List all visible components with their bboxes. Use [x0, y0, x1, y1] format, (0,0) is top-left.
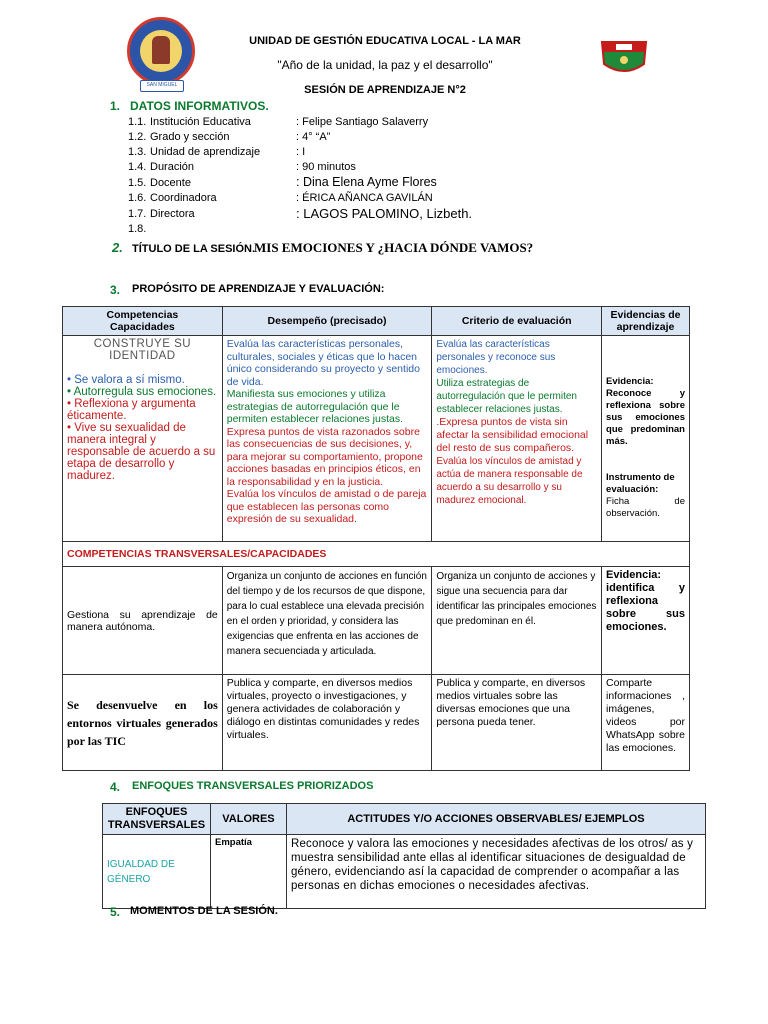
header-capacidades: Capacidades	[109, 321, 175, 333]
criterio-cell: Organiza un conjunto de acciones y sigue una secuencia para dar identificar las principales emociones que predominan en él.	[432, 567, 602, 675]
datos-value: : I	[296, 146, 306, 158]
competency-cell: Se desenvuelve en los entornos virtuales generados por las TIC	[63, 675, 223, 771]
section2-number: 2.	[112, 240, 123, 255]
table-row	[63, 675, 690, 771]
criterio-item: .Expresa puntos de vista sin afectar la sensibilidad emocional del resto de sus compañeros.	[436, 416, 589, 454]
enfoque-cell: IGUALDAD DE GÉNERO	[103, 835, 211, 909]
actitud-cell: Reconoce y valora las emociones y necesidades afectivas de los otros/ as y muestra sensibilidad ante ellas al identificar situaciones de desigualdad de género, evidenciando así la capacidad de comprender o acompañar a las personas en dichas emociones o necesidades afectivas.	[286, 835, 705, 909]
desempeno-cell: Publica y comparte, en diversos medios virtuales, proyecto o investigaciones, y genera actividades de colaboración y diálogo en distintas comunidades y redes virtuales.	[222, 675, 432, 771]
motto-close: "	[488, 58, 493, 72]
desempeno-cell	[222, 336, 432, 542]
competency-cell: Gestiona su aprendizaje de manera autónoma.	[63, 567, 223, 675]
capacity: • Se valora a sí mismo.	[67, 374, 185, 386]
section1-title: DATOS INFORMATIVOS.	[130, 99, 269, 113]
criterio-item: Evalúa los vínculos de amistad y actúa de manera responsable de acuerdo a su desarrollo y su madurez emocional.	[436, 456, 583, 506]
datos-n: 1.1.	[128, 116, 147, 128]
section1-number: 1.	[110, 99, 121, 113]
capacity: • Autorregula sus emociones.	[67, 386, 217, 398]
table-row	[103, 835, 706, 909]
criterio-cell	[432, 336, 602, 542]
session-title: SESIÓN DE APRENDIZAJE N°2	[304, 84, 466, 96]
org-title: UNIDAD DE GESTIÓN EDUCATIVA LOCAL - LA MAR	[249, 35, 521, 47]
datos-n: 1.4.	[128, 161, 147, 173]
desempeno-item: Evalúa las características personales, culturales, sociales y éticas que lo hacen único considerando su proyecto y sentido de vida.	[226, 338, 420, 388]
motto-open: "	[277, 58, 282, 72]
datos-label: Coordinadora	[150, 192, 217, 204]
datos-value: : 90 minutos	[296, 161, 356, 173]
capacity: • Vive su sexualidad de manera integral y responsable de acuerdo a su etapa de desarrollo y madurez.	[67, 422, 216, 482]
header-competencias: Competencias	[106, 309, 179, 321]
table-row	[63, 336, 690, 542]
section3-title: PROPÓSITO DE APRENDIZAJE Y EVALUACIÓN:	[132, 283, 385, 295]
evidencia-label: Evidencia:	[606, 376, 654, 387]
col-header-desempeno: Desempeño (precisado)	[222, 307, 432, 336]
datos-n: 1.2.	[128, 131, 147, 143]
desempeno-cell: Organiza un conjunto de acciones en función del tiempo y de los recursos de que dispone, para lo cual establece una elevada precisión en el orden y prioridad, y considera las exigencias que enfrenta en las acciones de manera secuenciada y articulada.	[222, 567, 432, 675]
motto-text: Año de la unidad, la paz y el desarrollo	[281, 58, 489, 72]
evidencia-cell: Comparte informaciones , imágenes, videos por WhatsApp sobre las emociones.	[602, 675, 690, 771]
col-header-evidencias: Evidencias de aprendizaje	[602, 307, 690, 336]
evidencia-text: Reconoce y reflexiona sobre sus emociones que predominan más.	[606, 388, 685, 447]
desempeno-item: Expresa puntos de vista razonados sobre las consecuencias de sus decisiones, y, para mejorar su comportamiento, propone acciones basadas en principios éticos, en la responsabilidad y en la justicia.	[226, 425, 423, 488]
datos-label: Grado y sección	[150, 131, 230, 143]
datos-value: : LAGOS PALOMINO, Lizbeth.	[296, 206, 473, 221]
datos-label: Institución Educativa	[150, 116, 251, 128]
datos-n: 1.3.	[128, 146, 147, 158]
datos-label: Unidad de aprendizaje	[150, 146, 261, 158]
datos-value: : Dina Elena Ayme Flores	[296, 175, 437, 189]
col-header-competencias	[63, 307, 223, 336]
ugel-logo	[127, 17, 195, 85]
datos-value: : Felipe Santiago Salaverry	[296, 116, 429, 128]
section4-title: ENFOQUES TRANSVERSALES PRIORIZADOS	[132, 780, 374, 792]
criterio-item: Evalúa las características personales y reconoce sus emociones.	[436, 339, 556, 376]
desempeno-item: Evalúa los vínculos de amistad o de pareja que establecen las personas como expresión de su sexualidad.	[226, 488, 427, 525]
section3-number: 3.	[110, 283, 121, 297]
section5-number: 5.	[110, 905, 121, 919]
datos-label: Docente	[150, 177, 191, 189]
datos-label: Directora	[150, 208, 195, 220]
col-header-criterio: Criterio de evaluación	[432, 307, 602, 336]
criterio-item: Utiliza estrategias de autorregulación que le permiten establecer relaciones justas.	[436, 378, 577, 415]
transversal-header: COMPETENCIAS TRANSVERSALES/CAPACIDADES	[63, 542, 690, 567]
col-header-actitudes: ACTITUDES Y/O ACCIONES OBSERVABLES/ EJEMPLOS	[286, 804, 705, 835]
instrumento-label: Instrumento de evaluación:	[606, 472, 675, 495]
motto	[200, 58, 570, 72]
evidencia-cell	[602, 336, 690, 542]
evidencia-text: identifica y reflexiona sobre sus emociones.	[606, 582, 685, 633]
competency-cell	[63, 336, 223, 542]
valor-cell: Empatía	[210, 835, 286, 909]
section2-label: TÍTULO DE LA SESIÓN.	[132, 243, 256, 255]
criterio-cell: Publica y comparte, en diversos medios virtuales sobre las diversas emociones que una persona pueda tener.	[432, 675, 602, 771]
datos-n: 1.7.	[128, 208, 147, 220]
col-header-valores: VALORES	[210, 804, 286, 835]
datos-value: : ÉRICA AÑANCA GAVILÁN	[296, 192, 433, 204]
enfoques-table	[102, 803, 706, 909]
evidencia-label: Evidencia:	[606, 569, 662, 581]
section4-number: 4.	[110, 780, 121, 794]
datos-label: Duración	[150, 161, 195, 173]
purpose-table	[62, 306, 690, 771]
section5-title: MOMENTOS DE LA SESIÓN.	[130, 905, 278, 917]
instrumento-text: Ficha de observación.	[606, 496, 685, 519]
capacity: • Reflexiona y argumenta éticamente.	[67, 398, 196, 422]
datos-n: 1.5.	[128, 177, 147, 189]
session-name: MIS EMOCIONES Y ¿HACIA DÓNDE VAMOS?	[254, 240, 534, 255]
table-row	[63, 567, 690, 675]
col-header-enfoques: ENFOQUES TRANSVERSALES	[103, 804, 211, 835]
datos-n: 1.8.	[128, 223, 147, 235]
school-logo	[598, 38, 650, 78]
competency-title: CONSTRUYE SU IDENTIDAD	[93, 338, 192, 362]
datos-n: 1.6.	[128, 192, 147, 204]
desempeno-item: Manifiesta sus emociones y utiliza estrategias de autorregulación que le permiten establecer relaciones justas.	[226, 388, 404, 425]
evidencia-cell	[602, 567, 690, 675]
ugel-logo-banner: SAN MIGUEL	[140, 80, 184, 92]
datos-value: : 4° “A”	[296, 131, 331, 143]
